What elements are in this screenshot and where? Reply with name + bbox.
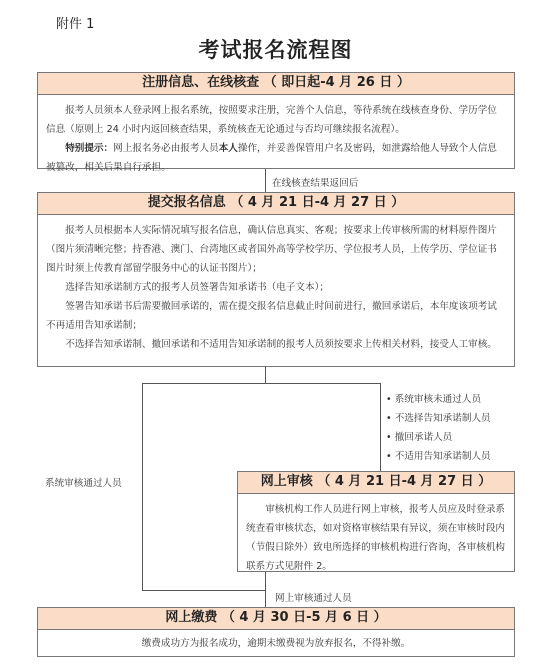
step2-box [37,192,515,367]
connector-3 [265,572,266,607]
step1-heading: 注册信息、在线核查 （ 即日起-4 月 26 日 ） [38,73,514,95]
special-notice-label: 特别提示： [65,143,114,154]
connector-left-vertical [142,383,143,591]
connector-left-horizontal [142,383,266,384]
step4-heading: 网上缴费 （ 4 月 30 日-5 月 6 日 ） [38,608,514,630]
step1-box [37,72,515,173]
bullet-item: • 不选择告知承诺制人员 [386,409,491,428]
step4-body [38,630,514,657]
special-text-b: 操作，并妥善保管用户名及密码，如泄露给他人导致个人信息被篡改，相关后果自行承担。 [46,143,497,173]
step4-para: 缴费成功方为报名成功，逾期未缴费视为放弃报名，不得补缴。 [141,638,411,649]
connector-left-bottom [142,590,266,591]
step1-para: 报考人员须本人登录网上报名系统，按照要求注册，完善个人信息，等待系统在线核查身份、学历学位信息（原则上 24 小时内返回核查结果，系统核查无论通过与否均可继续报名流程）。 [46,105,497,135]
step3-body [238,494,514,580]
connector-3-label: 网上审核通过人员 [275,593,352,604]
step1-special [46,139,506,177]
connector-right-vertical [380,383,381,471]
step2-para3: 签署告知承诺书后需要撤回承诺的，需在提交报名信息截止时间前进行，撤回承诺后，本年度该项考试不再适用告知承诺制； [46,301,497,331]
special-text-bold: 本人 [218,143,238,154]
step2-para2: 选择告知承诺制方式的报考人员签署告知承诺书（电子文本）； [65,282,330,293]
step3-box [237,471,515,572]
bullet-item: • 不适用告知承诺制人员 [386,447,491,466]
special-text-a: 网上报名务必由报考人员 [113,143,219,154]
step2-para1: 报考人员根据本人实际情况填写报名信息，确认信息真实、客观；按要求上传审核所需的材料原件图片（图片须清晰完整；持香港、澳门、台湾地区或者国外高等学校学历、学位报考人员，上传学历、学位证书图片时须上传教育部留学服务中心的认证书图片）； [46,225,497,274]
connector-center-vertical [265,367,266,384]
step2-heading: 提交报名信息 （ 4 月 21 日-4 月 27 日 ） [38,193,514,215]
step2-body [38,215,514,358]
step3-para: 审核机构工作人员进行网上审核，报考人员应及时登录系统查看审核状态，如对资格审核结果有异议，须在审核时段内（节假日除外）致电所选择的审核机构进行咨询，各审核机构联系方式见附件 2。 [246,504,506,572]
attachment-label: 附件 1 [56,17,95,32]
step1-body [38,95,514,181]
left-branch-label: 系统审核通过人员 [45,478,122,489]
bullet-item: • 撤回承诺人员 [386,428,491,447]
step3-heading: 网上审核 （ 4 月 21 日-4 月 27 日 ） [238,472,514,494]
step2-para4: 不选择告知承诺制、撤回承诺和不适用告知承诺制的报考人员须按要求上传相关材料，接受人工审核。 [65,339,497,350]
connector-1-label: 在线核查结果返回后 [272,178,359,189]
right-branch-bullets [386,390,491,466]
connector-right-horizontal [265,383,380,384]
connector-1 [265,169,266,192]
bullet-item: • 系统审核未通过人员 [386,390,491,409]
step4-box [37,607,515,657]
page-title: 考试报名流程图 [198,37,353,62]
